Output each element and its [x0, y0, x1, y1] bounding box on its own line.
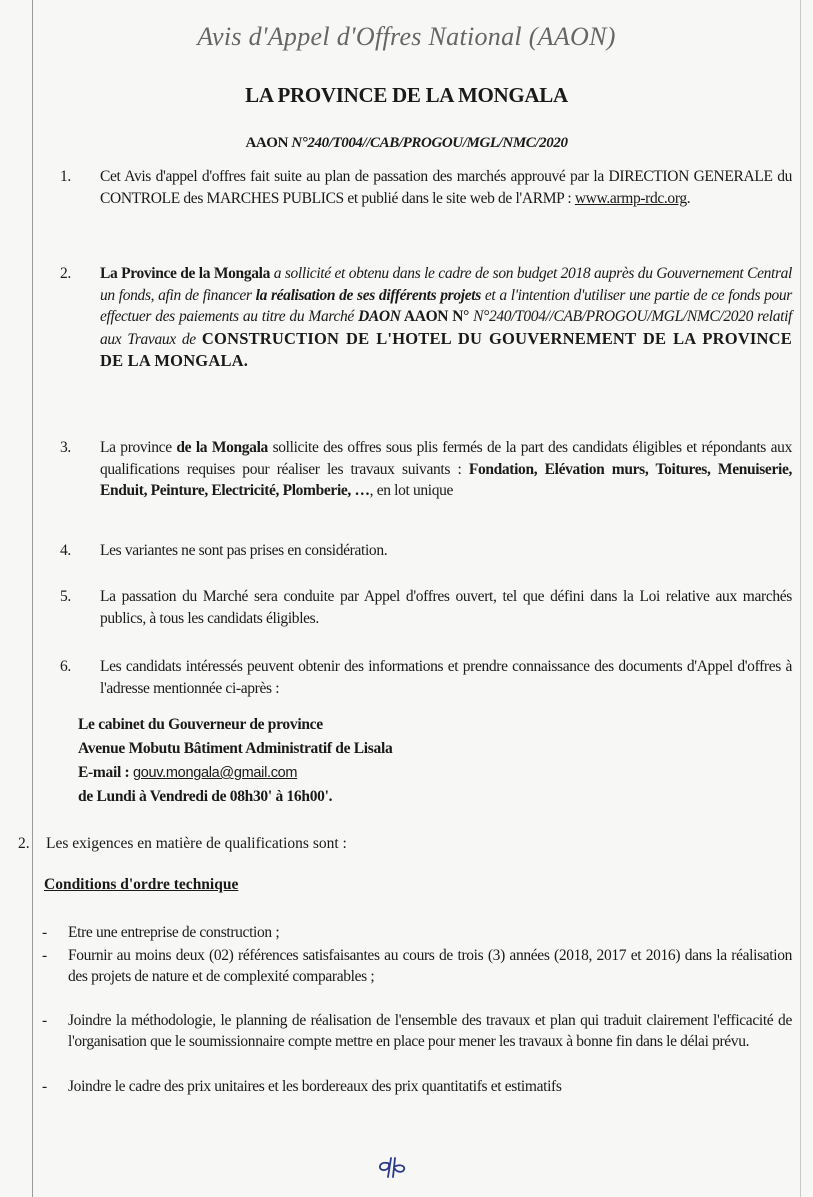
item-text: a sollicité et obtenu dans le cadre de son budget 2018 auprès du Gouvernement Central un fonds, afin de financer: [100, 265, 792, 304]
bullet-text: Joindre la méthodologie, le planning de réalisation de l'ensemble des travaux et plan qui traduit clairement l'efficacité de l'organisation que le soumissionnaire compte mettre en place pour mener les travaux à bonne fin dans le délai prévu.: [68, 1012, 792, 1050]
address-line: Le cabinet du Gouverneur de province: [78, 716, 323, 733]
item-bold-text: AAON N°: [400, 308, 474, 325]
item-bold-text: DAON: [358, 308, 401, 325]
bullet-dash: -: [42, 924, 47, 941]
bullet-item: [42, 922, 792, 943]
item-text: Les variantes ne sont pas prises en considération.: [100, 542, 388, 559]
item-number: 3.: [60, 439, 71, 456]
bullet-text: Etre une entreprise de construction ;: [68, 924, 280, 941]
item-text: Les candidats intéressés peuvent obtenir des informations et prendre connaissance des documents d'Appel d'offres à l'adresse mentionnée ci-après :: [100, 658, 792, 697]
item-4: [60, 540, 792, 562]
item-number: 1.: [60, 168, 71, 185]
item-text: relatif aux Travaux de: [100, 308, 792, 348]
reference-number: [0, 135, 813, 152]
bullet-item: [42, 1076, 792, 1097]
section-2: [18, 835, 347, 853]
address-line: Avenue Mobutu Bâtiment Administratif de Lisala: [78, 740, 393, 757]
project-title: CONSTRUCTION DE L'HOTEL DU GOUVERNEMENT DE LA PROVINCE DE LA MONGALA.: [100, 328, 792, 370]
item-text: , en lot unique: [369, 482, 454, 499]
contact-address: [78, 713, 392, 809]
item-number: 4.: [60, 542, 71, 559]
bullet-dash: -: [42, 1078, 47, 1095]
bullet-dash: -: [42, 1012, 47, 1029]
bullet-item: [42, 945, 792, 987]
item-text: La passation du Marché sera conduite par Appel d'offres ouvert, tel que défini dans la Loi relative aux marchés publics, à tous les candidats éligibles.: [100, 588, 792, 627]
section-text: Les exigences en matière de qualifications sont :: [46, 835, 347, 852]
page-border-left: [32, 0, 33, 1197]
item-bold-text: de la Mongala: [176, 439, 268, 456]
email-link[interactable]: gouv.mongala@gmail.com: [133, 765, 298, 781]
item-number: 5.: [60, 588, 71, 605]
reference-code: N°240/T004//CAB/PROGOU/MGL/NMC/2020: [291, 135, 568, 151]
document-title: Avis d'Appel d'Offres National (AAON): [197, 22, 616, 51]
office-hours: de Lundi à Vendredi de 08h30' à 16h00'.: [78, 788, 333, 805]
item-text: sollicite des offres sous plis fermés de la part des candidats éligibles et répondants aux qualifications requises pour réaliser les travaux suivants :: [100, 439, 792, 478]
item-6: [60, 656, 792, 699]
page-border-right: [800, 0, 801, 1197]
item-text-end: .: [686, 189, 691, 207]
bullet-text: Fournir au moins deux (02) références satisfaisantes au cours de trois (3) années (2018, 2017 et 2016) dans la réalisation des projets de nature et de complexité comparables ;: [68, 947, 792, 985]
item-text: Cet Avis d'appel d'offres fait suite au plan de passation des marchés approuvé par la DIRECTION GENERALE du CONTROLE des MARCHES PUBLICS et publié dans le site web de l'ARMP :: [100, 168, 792, 207]
document-heading: LA PROVINCE DE LA MONGALA: [245, 83, 568, 107]
item-bold-text: la réalisation de ses différents projets: [255, 286, 481, 304]
item-3: [60, 437, 792, 502]
email-label: E-mail :: [78, 764, 133, 781]
item-reference: N°240/T004//CAB/PROGOU/MGL/NMC/2020: [473, 308, 753, 325]
conditions-heading: Conditions d'ordre technique: [44, 876, 239, 893]
works-list: Fondation, Elévation murs, Toitures, Menuiserie, Enduit, Peinture, Electricité, Plomberie, …: [100, 460, 792, 499]
bullet-item: [42, 1010, 792, 1052]
item-number: 2.: [60, 265, 71, 282]
reference-prefix: AAON: [245, 135, 292, 151]
item-1: [60, 166, 792, 209]
item-bold-text: La Province de la Mongala: [100, 265, 270, 282]
item-text: La province: [100, 439, 177, 456]
email-line: [78, 761, 392, 785]
signature-initials-icon: [373, 1155, 413, 1179]
item-5: [60, 586, 792, 629]
item-text: et a l'intention d'utiliser une partie de ce fonds pour effectuer des paiements au titre du Marché: [100, 286, 792, 325]
section-number: 2.: [18, 835, 30, 852]
armp-link[interactable]: www.armp-rdc.org: [574, 189, 687, 207]
item-number: 6.: [60, 658, 71, 675]
item-2: [60, 263, 792, 373]
bullet-text: Joindre le cadre des prix unitaires et les bordereaux des prix quantitatifs et estimatifs: [68, 1078, 562, 1095]
bullet-dash: -: [42, 947, 47, 964]
